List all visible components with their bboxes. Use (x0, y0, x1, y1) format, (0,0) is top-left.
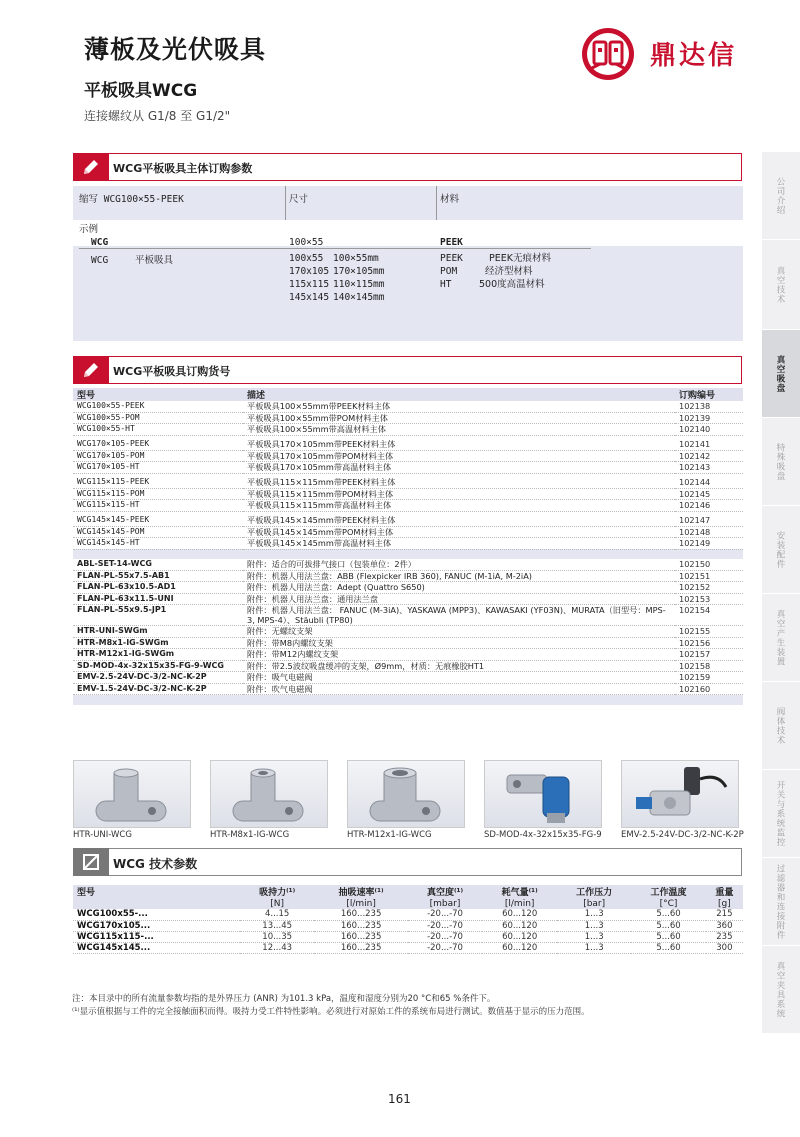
table-row (73, 637, 743, 649)
order-params-header (73, 153, 742, 181)
number-cell: 102156 (675, 637, 743, 649)
size-code: 170x105 (289, 266, 330, 277)
table-row (73, 660, 743, 672)
desc-cell: 平板吸具170×105mm带高温材料主体 (243, 462, 675, 474)
side-tab-label: 特殊吸盘 (775, 442, 785, 481)
table-row (73, 605, 743, 626)
tech-header: 工作压力 (557, 885, 631, 898)
table-row (73, 462, 743, 474)
material-desc: 经济型材料 (485, 266, 533, 277)
tech-header: 真空度⁽¹⁾ (408, 885, 483, 898)
tech-cell: 13...45 (240, 920, 315, 931)
tech-cell: 60...120 (482, 909, 557, 920)
material-code: POM (440, 266, 458, 277)
tech-cell: 5...60 (631, 920, 705, 931)
number-cell: 102141 (675, 439, 743, 450)
example-code: WCG (91, 237, 109, 248)
tech-cell: 160...235 (314, 920, 407, 931)
desc-cell: 附件：机器人用法兰盘： FANUC (M-3iA)、YASKAWA (MPP3)、KAWASAKI (YF03N)、MURATA（旧型号：MPS-3, MPS-4）、Stäubli (TP80) (243, 605, 675, 626)
side-tab-label: 公司介绍 (775, 176, 785, 215)
desc-cell: 平板吸具145×145mm带POM材料主体 (243, 526, 675, 538)
desc-cell: 平板吸具170×105mm带PEEK材料主体 (243, 439, 675, 450)
material-code: PEEK (440, 253, 463, 264)
desc-cell: 附件：无螺纹支架 (243, 626, 675, 638)
type-cell: FLAN-PL-63x10.5-AD1 (73, 582, 243, 594)
table-row (73, 401, 743, 412)
solenoid-valve-photo (621, 760, 739, 828)
bracket-photo (347, 760, 465, 828)
order-numbers-title: WCG平板吸具订购货号 (113, 365, 231, 378)
side-tab-label: 过滤器和连接附件 (775, 863, 785, 940)
solenoid-valve-icon (622, 761, 740, 829)
tech-cell: 60...120 (482, 942, 557, 953)
type-cell: WCG170×105-HT (73, 462, 243, 474)
col-number: 订购编号 (675, 388, 743, 401)
table-row (73, 439, 743, 450)
bracket-photo (73, 760, 191, 828)
table-row (73, 942, 743, 953)
order-params-title: WCG平板吸具主体订购参数 (113, 162, 253, 175)
number-cell: 102159 (675, 672, 743, 684)
desc-cell: 附件：带M8内螺纹支架 (243, 637, 675, 649)
table-row (73, 500, 743, 512)
side-tab[interactable] (762, 770, 800, 858)
tech-params-header (73, 848, 742, 876)
type-cell: WCG145×145-PEEK (73, 515, 243, 526)
type-cell: HTR-M8x1-IG-SWGm (73, 637, 243, 649)
table-row (73, 488, 743, 500)
footnote-general: 注：本目录中的所有流量参数均指的是外界压力 (ANR) 为101.3 kPa，温度和湿度分别为20 °C和65 %条件下。 (72, 994, 496, 1004)
tech-cell: WCG170x105... (73, 920, 240, 931)
bracket-m8-icon (211, 761, 329, 829)
size-label: 尺寸 (289, 194, 309, 205)
type-cell: WCG100×55-HT (73, 424, 243, 436)
footnote-values: ⁽¹⁾显示值根据与工件的完全接触面积而得。吸持力受工件特性影响。必须进行对原始工件的系统布局进行测试。数值基于显示的压力范围。 (72, 1007, 590, 1017)
side-tab[interactable] (762, 682, 800, 770)
type-cell: WCG100×55-POM (73, 412, 243, 424)
tech-cell: -20...-70 (408, 931, 483, 942)
tech-unit: [°C] (631, 898, 705, 909)
desc-cell: 附件：吸气电磁阀 (243, 672, 675, 684)
tech-cell: 1...3 (557, 931, 631, 942)
tech-cell: 10...35 (240, 931, 315, 942)
table-row (73, 649, 743, 661)
tech-cell: -20...-70 (408, 920, 483, 931)
desc-cell: 平板吸具115×115mm带高温材料主体 (243, 500, 675, 512)
desc-cell: 平板吸具100×55mm带POM材料主体 (243, 412, 675, 424)
size-code: 145x145 (289, 292, 330, 303)
tech-cell: 60...120 (482, 931, 557, 942)
tech-cell: WCG100x55-... (73, 909, 240, 920)
material-label: 材料 (440, 194, 460, 205)
table-row (73, 538, 743, 550)
tech-cell: 160...235 (314, 942, 407, 953)
type-cell: WCG170×105-POM (73, 450, 243, 462)
side-tab-label: 阀体技术 (775, 706, 785, 745)
type-cell: WCG170×105-PEEK (73, 439, 243, 450)
table-row (73, 582, 743, 594)
desc-cell: 附件：机器人用法兰盘：通用法兰盘 (243, 593, 675, 605)
brand-name: 鼎达信 (650, 41, 738, 71)
tech-cell: 4...15 (240, 909, 315, 920)
table-row (73, 526, 743, 538)
tech-unit: [mbar] (408, 898, 483, 909)
tech-cell: WCG115x115-... (73, 931, 240, 942)
number-cell: 102144 (675, 477, 743, 488)
table-row (73, 683, 743, 695)
table-row (73, 424, 743, 436)
tech-cell: 1...3 (557, 909, 631, 920)
suction-module-icon (485, 761, 603, 829)
desc-cell: 附件：带M12内螺纹支架 (243, 649, 675, 661)
tech-cell: 235 (706, 931, 743, 942)
number-cell: 102152 (675, 582, 743, 594)
order-params-box (73, 186, 743, 341)
number-cell: 102157 (675, 649, 743, 661)
tech-cell: 12...43 (240, 942, 315, 953)
number-cell: 102139 (675, 412, 743, 424)
type-name: 平板吸具 (135, 255, 174, 266)
tech-header: 型号 (73, 885, 240, 898)
page-number: 161 (388, 1092, 411, 1106)
number-cell: 102140 (675, 424, 743, 436)
number-cell: 102155 (675, 626, 743, 638)
side-tab-label: 真空产生装置 (775, 609, 785, 666)
desc-cell: 平板吸具145×145mm带高温材料主体 (243, 538, 675, 550)
photo-caption: HTR-M12x1-IG-WCG (347, 830, 432, 840)
table-row (73, 570, 743, 582)
type-code: WCG (91, 255, 109, 266)
tech-cell: 1...3 (557, 942, 631, 953)
desc-cell: 附件：适合的可拔排气接口（包装单位：2件） (243, 559, 675, 570)
type-cell: WCG100×55-PEEK (73, 401, 243, 412)
brand-emblem-icon (578, 26, 638, 82)
example-label: 示例 (79, 224, 99, 235)
table-row (73, 515, 743, 526)
suction-module-photo (484, 760, 602, 828)
side-tab[interactable] (762, 506, 800, 594)
table-row (73, 593, 743, 605)
tech-cell: 160...235 (314, 931, 407, 942)
thread-range: 连接螺纹从 G1/8 至 G1/2" (84, 109, 231, 123)
desc-cell: 平板吸具115×115mm带PEEK材料主体 (243, 477, 675, 488)
desc-cell: 平板吸具170×105mm带POM材料主体 (243, 450, 675, 462)
tech-unit: [bar] (557, 898, 631, 909)
tech-header: 重量 (706, 885, 743, 898)
table-row (73, 412, 743, 424)
number-cell: 102151 (675, 570, 743, 582)
number-cell: 102153 (675, 593, 743, 605)
example-size: 100×55 (289, 237, 324, 248)
tech-header: 吸持力⁽¹⁾ (240, 885, 315, 898)
side-tab-label: 真空吸盘 (775, 354, 785, 393)
tech-params-table (73, 885, 743, 954)
table-row (73, 909, 743, 920)
table-row (73, 477, 743, 488)
type-cell: FLAN-PL-63x11.5-UNI (73, 593, 243, 605)
material-code: HT (440, 279, 452, 290)
size-desc: 100×55mm (333, 253, 379, 264)
side-tab[interactable] (762, 240, 800, 330)
bracket-m12-icon (348, 761, 466, 829)
size-desc: 110×115mm (333, 279, 385, 290)
accessory-photos (73, 760, 743, 840)
photo-caption: SD-MOD-4x-32x15x35-FG-9 (484, 830, 602, 840)
table-row (73, 559, 743, 570)
product-subtitle: 平板吸具WCG (84, 81, 198, 101)
tech-unit: [l/min] (482, 898, 557, 909)
photo-caption: HTR-UNI-WCG (73, 830, 132, 840)
tech-unit: [l/min] (314, 898, 407, 909)
tech-unit (73, 898, 240, 909)
size-code: 115x115 (289, 279, 330, 290)
number-cell: 102147 (675, 515, 743, 526)
size-desc: 140×145mm (333, 292, 385, 303)
number-cell: 102146 (675, 500, 743, 512)
number-cell: 102142 (675, 450, 743, 462)
type-cell: WCG115×115-HT (73, 500, 243, 512)
abbr-label: 缩写 WCG100×55-PEEK (79, 194, 184, 205)
number-cell: 102150 (675, 559, 743, 570)
bracket-icon (74, 761, 192, 829)
tech-cell: 215 (706, 909, 743, 920)
number-cell: 102149 (675, 538, 743, 550)
table-row (73, 931, 743, 942)
material-desc: PEEK无痕材料 (489, 253, 551, 264)
col-desc: 描述 (243, 388, 675, 401)
photo-caption: HTR-M8x1-IG-WCG (210, 830, 290, 840)
tech-cell: 360 (706, 920, 743, 931)
desc-cell: 附件：机器人用法兰盘：Adept (Quattro S650) (243, 582, 675, 594)
size-code: 100x55 (289, 253, 324, 264)
desc-cell: 平板吸具100×55mm带高温材料主体 (243, 424, 675, 436)
type-cell: WCG145×145-POM (73, 526, 243, 538)
type-cell: HTR-M12x1-IG-SWGm (73, 649, 243, 661)
tech-header: 耗气量⁽¹⁾ (482, 885, 557, 898)
number-cell: 102158 (675, 660, 743, 672)
type-cell: SD-MOD-4x-32x15x35-FG-9-WCG (73, 660, 243, 672)
number-cell: 102138 (675, 401, 743, 412)
tech-cell: -20...-70 (408, 909, 483, 920)
type-cell: WCG115×115-PEEK (73, 477, 243, 488)
side-tab-active[interactable] (762, 330, 800, 418)
side-tab-label: 真空技术 (775, 265, 785, 304)
side-nav (762, 152, 800, 1034)
tech-unit: [N] (240, 898, 315, 909)
tech-cell: 5...60 (631, 909, 705, 920)
photo-caption: EMV-2.5-24V-DC-3/2-NC-K-2P (621, 830, 744, 840)
tech-cell: 60...120 (482, 920, 557, 931)
side-tab[interactable] (762, 418, 800, 506)
table-icon (73, 848, 109, 876)
desc-cell: 附件：吹气电磁阀 (243, 683, 675, 695)
tech-cell: 5...60 (631, 942, 705, 953)
side-tab[interactable] (762, 152, 800, 240)
pencil-icon (73, 153, 109, 181)
table-row (73, 626, 743, 638)
side-tab-label: 开关与系统监控 (775, 780, 785, 847)
desc-cell: 附件：机器人用法兰盘：ABB (Flexpicker IRB 360), FANUC (M-1iA, M-2iA) (243, 570, 675, 582)
number-cell: 102148 (675, 526, 743, 538)
type-cell: ABL-SET-14-WCG (73, 559, 243, 570)
table-row (73, 450, 743, 462)
type-cell: FLAN-PL-55x9.5-JP1 (73, 605, 243, 626)
tech-cell: 160...235 (314, 909, 407, 920)
desc-cell: 附件：带2.5波纹吸盘缓冲的支架，Ø9mm，材质：无痕橡胶HT1 (243, 660, 675, 672)
tech-params-title: WCG 技术参数 (113, 857, 198, 871)
type-cell: FLAN-PL-55x7.5-AB1 (73, 570, 243, 582)
number-cell: 102154 (675, 605, 743, 626)
tech-header: 工作温度 (631, 885, 705, 898)
tech-cell: -20...-70 (408, 942, 483, 953)
order-numbers-header (73, 356, 742, 384)
tech-cell: 1...3 (557, 920, 631, 931)
tech-cell: WCG145x145... (73, 942, 240, 953)
desc-cell: 平板吸具100×55mm带PEEK材料主体 (243, 401, 675, 412)
side-tab[interactable] (762, 858, 800, 946)
size-desc: 170×105mm (333, 266, 385, 277)
col-type: 型号 (73, 388, 243, 401)
type-cell: EMV-2.5-24V-DC-3/2-NC-K-2P (73, 672, 243, 684)
table-row (73, 920, 743, 931)
type-cell: HTR-UNI-SWGm (73, 626, 243, 638)
side-tab-label: 真空夹具系统 (775, 961, 785, 1018)
pencil-icon (73, 356, 109, 384)
bracket-photo (210, 760, 328, 828)
tech-cell: 5...60 (631, 931, 705, 942)
tech-unit: [g] (706, 898, 743, 909)
desc-cell: 平板吸具145×145mm带PEEK材料主体 (243, 515, 675, 526)
number-cell: 102143 (675, 462, 743, 474)
type-cell: WCG145×145-HT (73, 538, 243, 550)
brand-logo (578, 26, 758, 82)
type-cell: WCG115×115-POM (73, 488, 243, 500)
page-title: 薄板及光伏吸具 (84, 35, 267, 64)
table-row (73, 672, 743, 684)
tech-header: 抽吸速率⁽¹⁾ (314, 885, 407, 898)
tech-cell: 300 (706, 942, 743, 953)
number-cell: 102145 (675, 488, 743, 500)
side-tab-label: 安装配件 (775, 530, 785, 569)
side-tab[interactable] (762, 946, 800, 1034)
desc-cell: 平板吸具115×115mm带POM材料主体 (243, 488, 675, 500)
type-cell: EMV-1.5-24V-DC-3/2-NC-K-2P (73, 683, 243, 695)
number-cell: 102160 (675, 683, 743, 695)
order-numbers-table (73, 388, 743, 705)
material-desc: 500度高温材料 (479, 279, 545, 290)
side-tab[interactable] (762, 594, 800, 682)
example-material: PEEK (440, 237, 463, 248)
